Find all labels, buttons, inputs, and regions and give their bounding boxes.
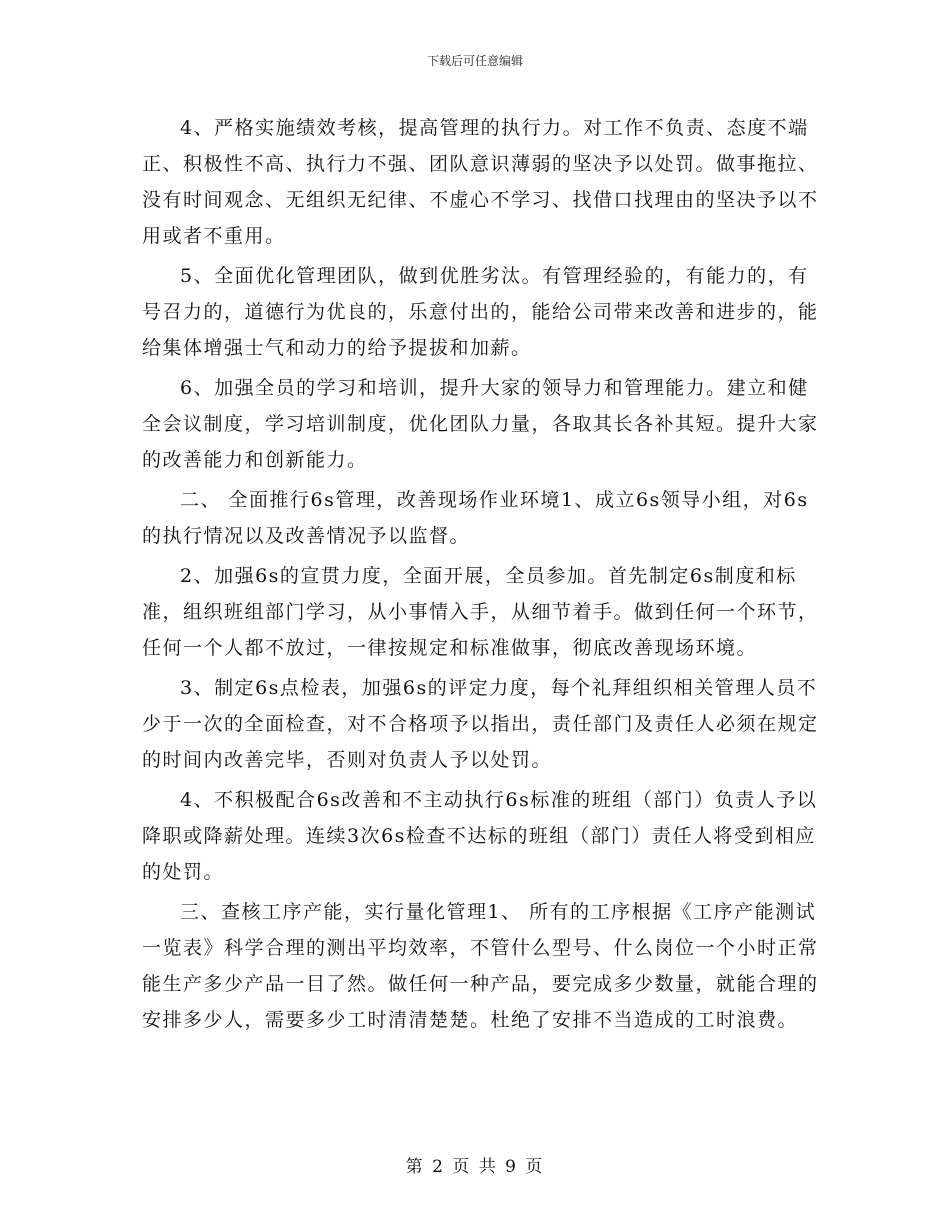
paragraph-1: 4、严格实施绩效考核，提高管理的执行力。对工作不负责、态度不端正、积极性不高、执行力不强、团队意识薄弱的坚决予以处罚。做事拖拉、没有时间观念、无组织无纪律、不虚心不学习、找借口找理由的坚决予以不用或者不重用。 bbox=[142, 117, 819, 247]
paragraph-3: 6、加强全员的学习和培训，提升大家的领导力和管理能力。建立和健全会议制度，学习培训制度，优化团队力量，各取其长各补其短。提升大家的改善能力和创新能力。 bbox=[142, 377, 819, 471]
page-number-footer: 第 2 页 共 9 页 bbox=[405, 1157, 545, 1177]
paragraph-5: 2、加强6s的宣贯力度，全面开展，全员参加。首先制定6s制度和标准，组织班组部门学习，从小事情入手，从细节着手。做到任何一个环节，任何一个人都不放过，一律按规定和标准做事，彻底改善现场环境。 bbox=[142, 565, 819, 659]
paragraph-2: 5、全面优化管理团队，做到优胜劣汰。有管理经验的，有能力的，有号召力的，道德行为优良的，乐意付出的，能给公司带来改善和进步的，能给集体增强士气和动力的给予提拔和加薪。 bbox=[142, 265, 819, 359]
paragraph-7: 4、不积极配合6s改善和不主动执行6s标准的班组（部门）负责人予以降职或降薪处理。连续3次6s检查不达标的班组（部门）责任人将受到相应的处罚。 bbox=[142, 789, 818, 883]
header-note: 下载后可任意编辑 bbox=[426, 54, 523, 68]
paragraph-4: 二、 全面推行6s管理，改善现场作业环境1、成立6s领导小组，对6s的执行情况以及改善情况予以监督。 bbox=[142, 489, 809, 547]
paragraph-8: 三、查核工序产能，实行量化管理1、 所有的工序根据《工序产能测试一览表》科学合理的测出平均效率，不管什么型号、什么岗位一个小时正常能生产多少产品一目了然。做任何一种产品，要完成多少数量，就能合理的安排多少人，需要多少工时清清楚楚。杜绝了安排不当造成的工时浪费。 bbox=[142, 901, 819, 1031]
paragraph-6: 3、制定6s点检表，加强6s的评定力度，每个礼拜组织相关管理人员不少于一次的全面检查，对不合格项予以指出，责任部门及责任人必须在规定的时间内改善完毕，否则对负责人予以处罚。 bbox=[142, 677, 819, 771]
document-body bbox=[142, 110, 822, 1042]
